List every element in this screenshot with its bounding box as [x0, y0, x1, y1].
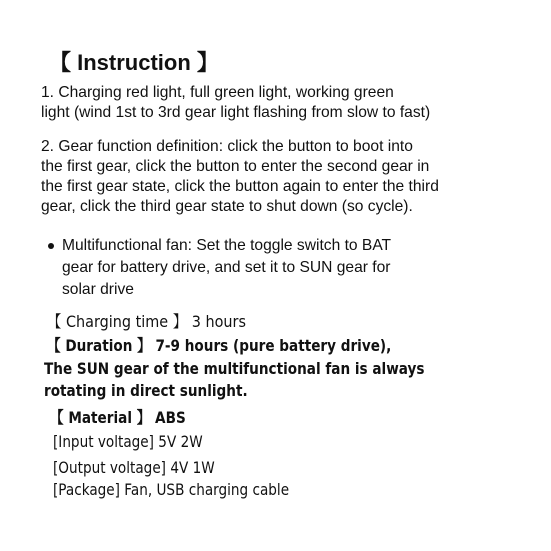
- duration: 【 Duration 】 7-9 hours (pure battery drive),: [47, 336, 392, 355]
- sun-note-line: The SUN gear of the multifunctional fan is always: [44, 359, 425, 378]
- instruction-title: 【 Instruction 】: [49, 50, 219, 75]
- input-voltage: [Input voltage] 5V 2W: [53, 432, 203, 451]
- package: [Package] Fan, USB charging cable: [53, 480, 290, 499]
- paragraph-line: light (wind 1st to 3rd gear light flashing from slow to fast): [41, 104, 431, 121]
- sun-note-line: rotating in direct sunlight.: [44, 381, 248, 400]
- bullet-line: Multifunctional fan: Set the toggle switch to BAT: [62, 237, 392, 254]
- charging-time: 【 Charging time 】 3 hours: [47, 312, 246, 331]
- bullet-dot-icon: [48, 243, 54, 249]
- paragraph-line: the first gear, click the button to enter the second gear in: [41, 158, 430, 175]
- paragraph-line: 1. Charging red light, full green light, working green: [41, 84, 394, 101]
- paragraph-line: 2. Gear function definition: click the button to boot into: [41, 138, 413, 155]
- bullet-line: gear for battery drive, and set it to SUN gear for: [62, 259, 391, 276]
- paragraph-line: gear, click the third gear state to shut down (so cycle).: [41, 198, 413, 215]
- paragraph-line: the first gear state, click the button again to enter the third: [41, 178, 439, 195]
- bullet-line: solar drive: [62, 281, 134, 298]
- material: 【 Material 】 ABS: [50, 408, 186, 427]
- output-voltage: [Output voltage] 4V 1W: [53, 458, 215, 477]
